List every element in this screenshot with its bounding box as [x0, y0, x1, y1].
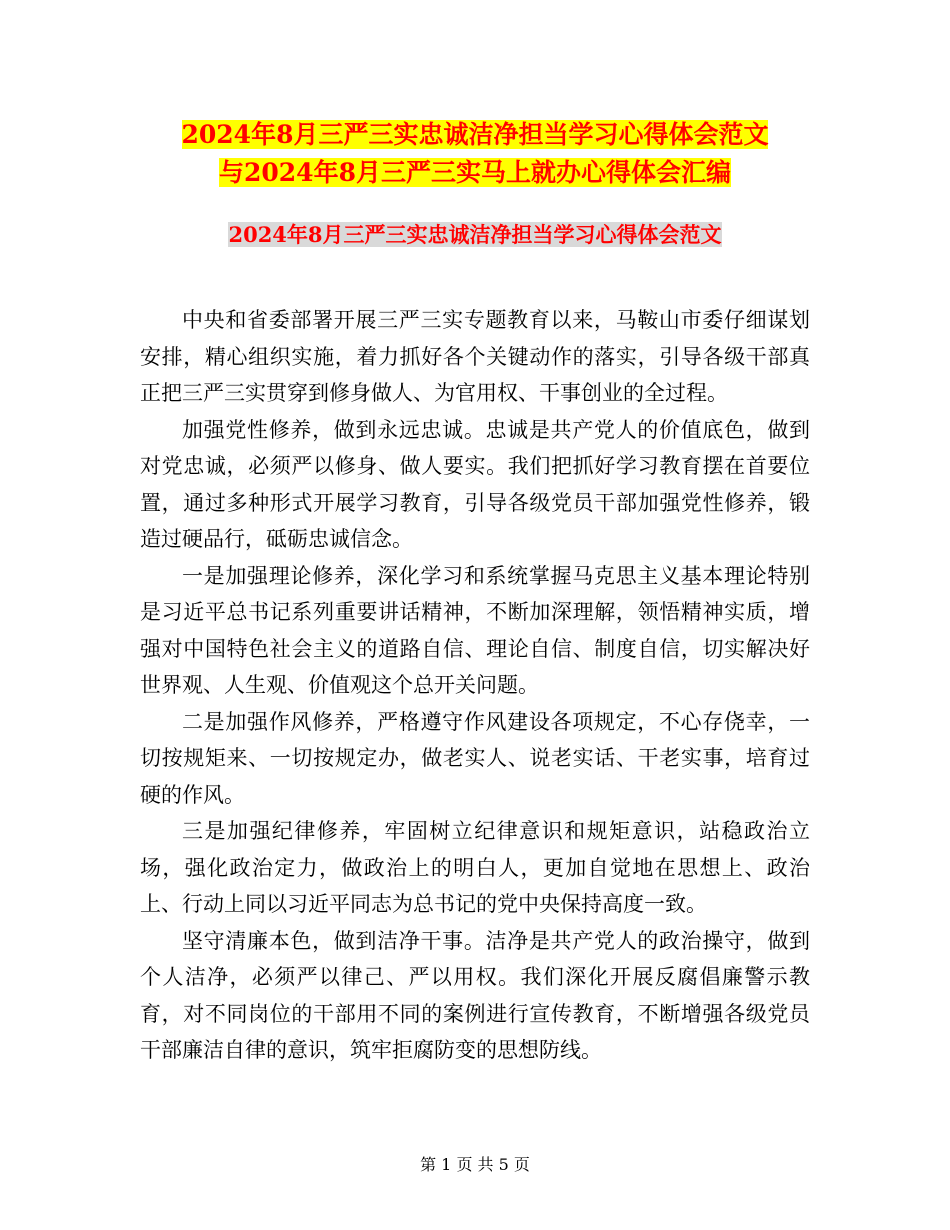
- paragraph: 坚守清廉本色，做到洁净干事。洁净是共产党人的政治操守，做到个人洁净，必须严以律己、严以用权。我们深化开展反腐倡廉警示教育，对不同岗位的干部用不同的案例进行宣传教育，不断增强各级党员干部廉洁自律的意识，筑牢拒腐防变的思想防线。: [140, 928, 810, 1062]
- section-title: [0, 218, 950, 252]
- section-title-text: 2024年8月三严三实忠诚洁净担当学习心得体会范文: [228, 222, 722, 247]
- paragraph: 加强党性修养，做到永远忠诚。忠诚是共产党人的价值底色，做到对党忠诚，必须严以修身、做人要实。我们把抓好学习教育摆在首要位置，通过多种形式开展学习教育，引导各级党员干部加强党性修养，锻造过硬品行，砥砺忠诚信念。: [140, 417, 810, 551]
- page-footer: 第 1 页 共 5 页: [420, 1155, 530, 1174]
- document-body: [140, 302, 810, 1069]
- document-title-line-2: [0, 153, 950, 193]
- document-title-text-2: 与2024年8月三严三实马上就办心得体会汇编: [219, 158, 731, 187]
- paragraph: 二是加强作风修养，严格遵守作风建设各项规定，不心存侥幸，一切按规矩来、一切按规定办，做老实人、说老实话、干老实事，培育过硬的作风。: [140, 709, 810, 807]
- paragraph: 三是加强纪律修养，牢固树立纪律意识和规矩意识，站稳政治立场，强化政治定力，做政治上的明白人，更加自觉地在思想上、政治上、行动上同以习近平同志为总书记的党中央保持高度一致。: [140, 819, 810, 916]
- paragraph: 一是加强理论修养，深化学习和系统掌握马克思主义基本理论特别是习近平总书记系列重要讲话精神，不断加深理解，领悟精神实质，增强对中国特色社会主义的道路自信、理论自信、制度自信，切实解决好世界观、人生观、价值观这个总开关问题。: [140, 563, 810, 697]
- document-title-line-1: [0, 115, 950, 155]
- paragraph: 中央和省委部署开展三严三实专题教育以来，马鞍山市委仔细谋划安排，精心组织实施，着力抓好各个关键动作的落实，引导各级干部真正把三严三实贯穿到修身做人、为官用权、干事创业的全过程。: [140, 308, 810, 405]
- document-title-text-1: 2024年8月三严三实忠诚洁净担当学习心得体会范文: [181, 120, 769, 149]
